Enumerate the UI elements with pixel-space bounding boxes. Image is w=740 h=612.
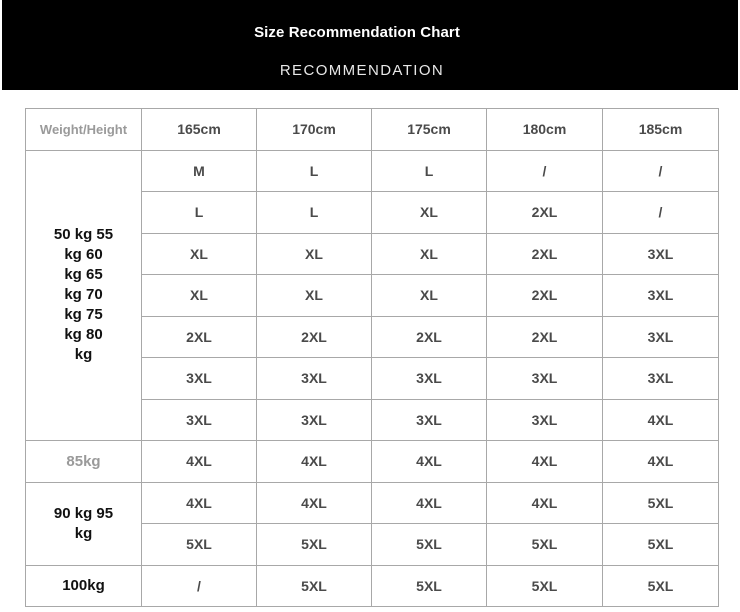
size-cell: 4XL [372, 482, 487, 524]
size-cell: 4XL [603, 441, 719, 483]
table-row [26, 565, 719, 607]
weight-cell [26, 482, 142, 565]
table-header-row [26, 109, 719, 151]
size-cell: 4XL [487, 482, 603, 524]
corner-cell: Weight/Height [26, 109, 142, 151]
height-header: 165cm [142, 109, 257, 151]
size-cell: XL [372, 233, 487, 275]
table-row [26, 150, 719, 192]
page-subtitle: RECOMMENDATION [279, 62, 445, 79]
size-cell: 3XL [487, 399, 603, 441]
size-cell: / [603, 192, 719, 234]
size-cell: 3XL [257, 399, 372, 441]
weight-label: 85kg [66, 452, 101, 470]
size-cell: / [487, 150, 603, 192]
size-cell: 3XL [372, 358, 487, 400]
size-cell: 3XL [603, 316, 719, 358]
size-cell: 5XL [487, 524, 603, 566]
size-cell: 3XL [603, 233, 719, 275]
size-cell: 4XL [142, 441, 257, 483]
size-cell: XL [257, 275, 372, 317]
table-row [26, 482, 719, 524]
size-cell: 4XL [487, 441, 603, 483]
size-cell: L [372, 150, 487, 192]
size-cell: / [603, 150, 719, 192]
size-cell: 2XL [487, 233, 603, 275]
size-cell: 5XL [372, 524, 487, 566]
weight-cell [26, 441, 142, 483]
size-cell: XL [257, 233, 372, 275]
size-cell: 3XL [603, 358, 719, 400]
size-cell: 2XL [487, 192, 603, 234]
size-cell: L [257, 192, 372, 234]
size-cell: 4XL [603, 399, 719, 441]
size-cell: 4XL [372, 441, 487, 483]
page-title: Size Recommendation Chart [254, 24, 460, 41]
size-cell: 5XL [603, 482, 719, 524]
size-cell: 5XL [487, 565, 603, 607]
size-cell: 4XL [142, 482, 257, 524]
size-cell: 5XL [142, 524, 257, 566]
header-banner [2, 0, 738, 90]
height-header: 180cm [487, 109, 603, 151]
size-cell: XL [372, 192, 487, 234]
height-header: 185cm [603, 109, 719, 151]
size-cell: XL [372, 275, 487, 317]
size-cell: XL [142, 233, 257, 275]
weight-label: 90 kg 95 kg [53, 504, 114, 542]
table-row [26, 441, 719, 483]
size-cell: 2XL [487, 316, 603, 358]
size-cell: 2XL [257, 316, 372, 358]
size-cell: 2XL [372, 316, 487, 358]
size-cell: 2XL [487, 275, 603, 317]
size-cell: 3XL [372, 399, 487, 441]
weight-label: 50 kg 55 kg 60 kg 65 kg 70 kg 75 kg 80 kg [53, 226, 114, 364]
size-cell: 3XL [487, 358, 603, 400]
size-cell: 3XL [142, 358, 257, 400]
size-cell: 5XL [603, 524, 719, 566]
size-cell: 5XL [372, 565, 487, 607]
size-cell: 5XL [603, 565, 719, 607]
size-cell: 4XL [257, 441, 372, 483]
size-cell: M [142, 150, 257, 192]
size-cell: / [142, 565, 257, 607]
size-cell: 2XL [142, 316, 257, 358]
size-cell: 3XL [257, 358, 372, 400]
weight-cell [26, 150, 142, 441]
size-cell: 3XL [142, 399, 257, 441]
size-cell: 5XL [257, 565, 372, 607]
size-cell: XL [142, 275, 257, 317]
height-header: 175cm [372, 109, 487, 151]
height-header: 170cm [257, 109, 372, 151]
size-cell: 4XL [257, 482, 372, 524]
size-cell: 3XL [603, 275, 719, 317]
size-cell: L [257, 150, 372, 192]
weight-cell [26, 565, 142, 607]
size-table [25, 108, 719, 607]
size-cell: L [142, 192, 257, 234]
size-cell: 5XL [257, 524, 372, 566]
weight-label: 100kg [62, 577, 105, 595]
